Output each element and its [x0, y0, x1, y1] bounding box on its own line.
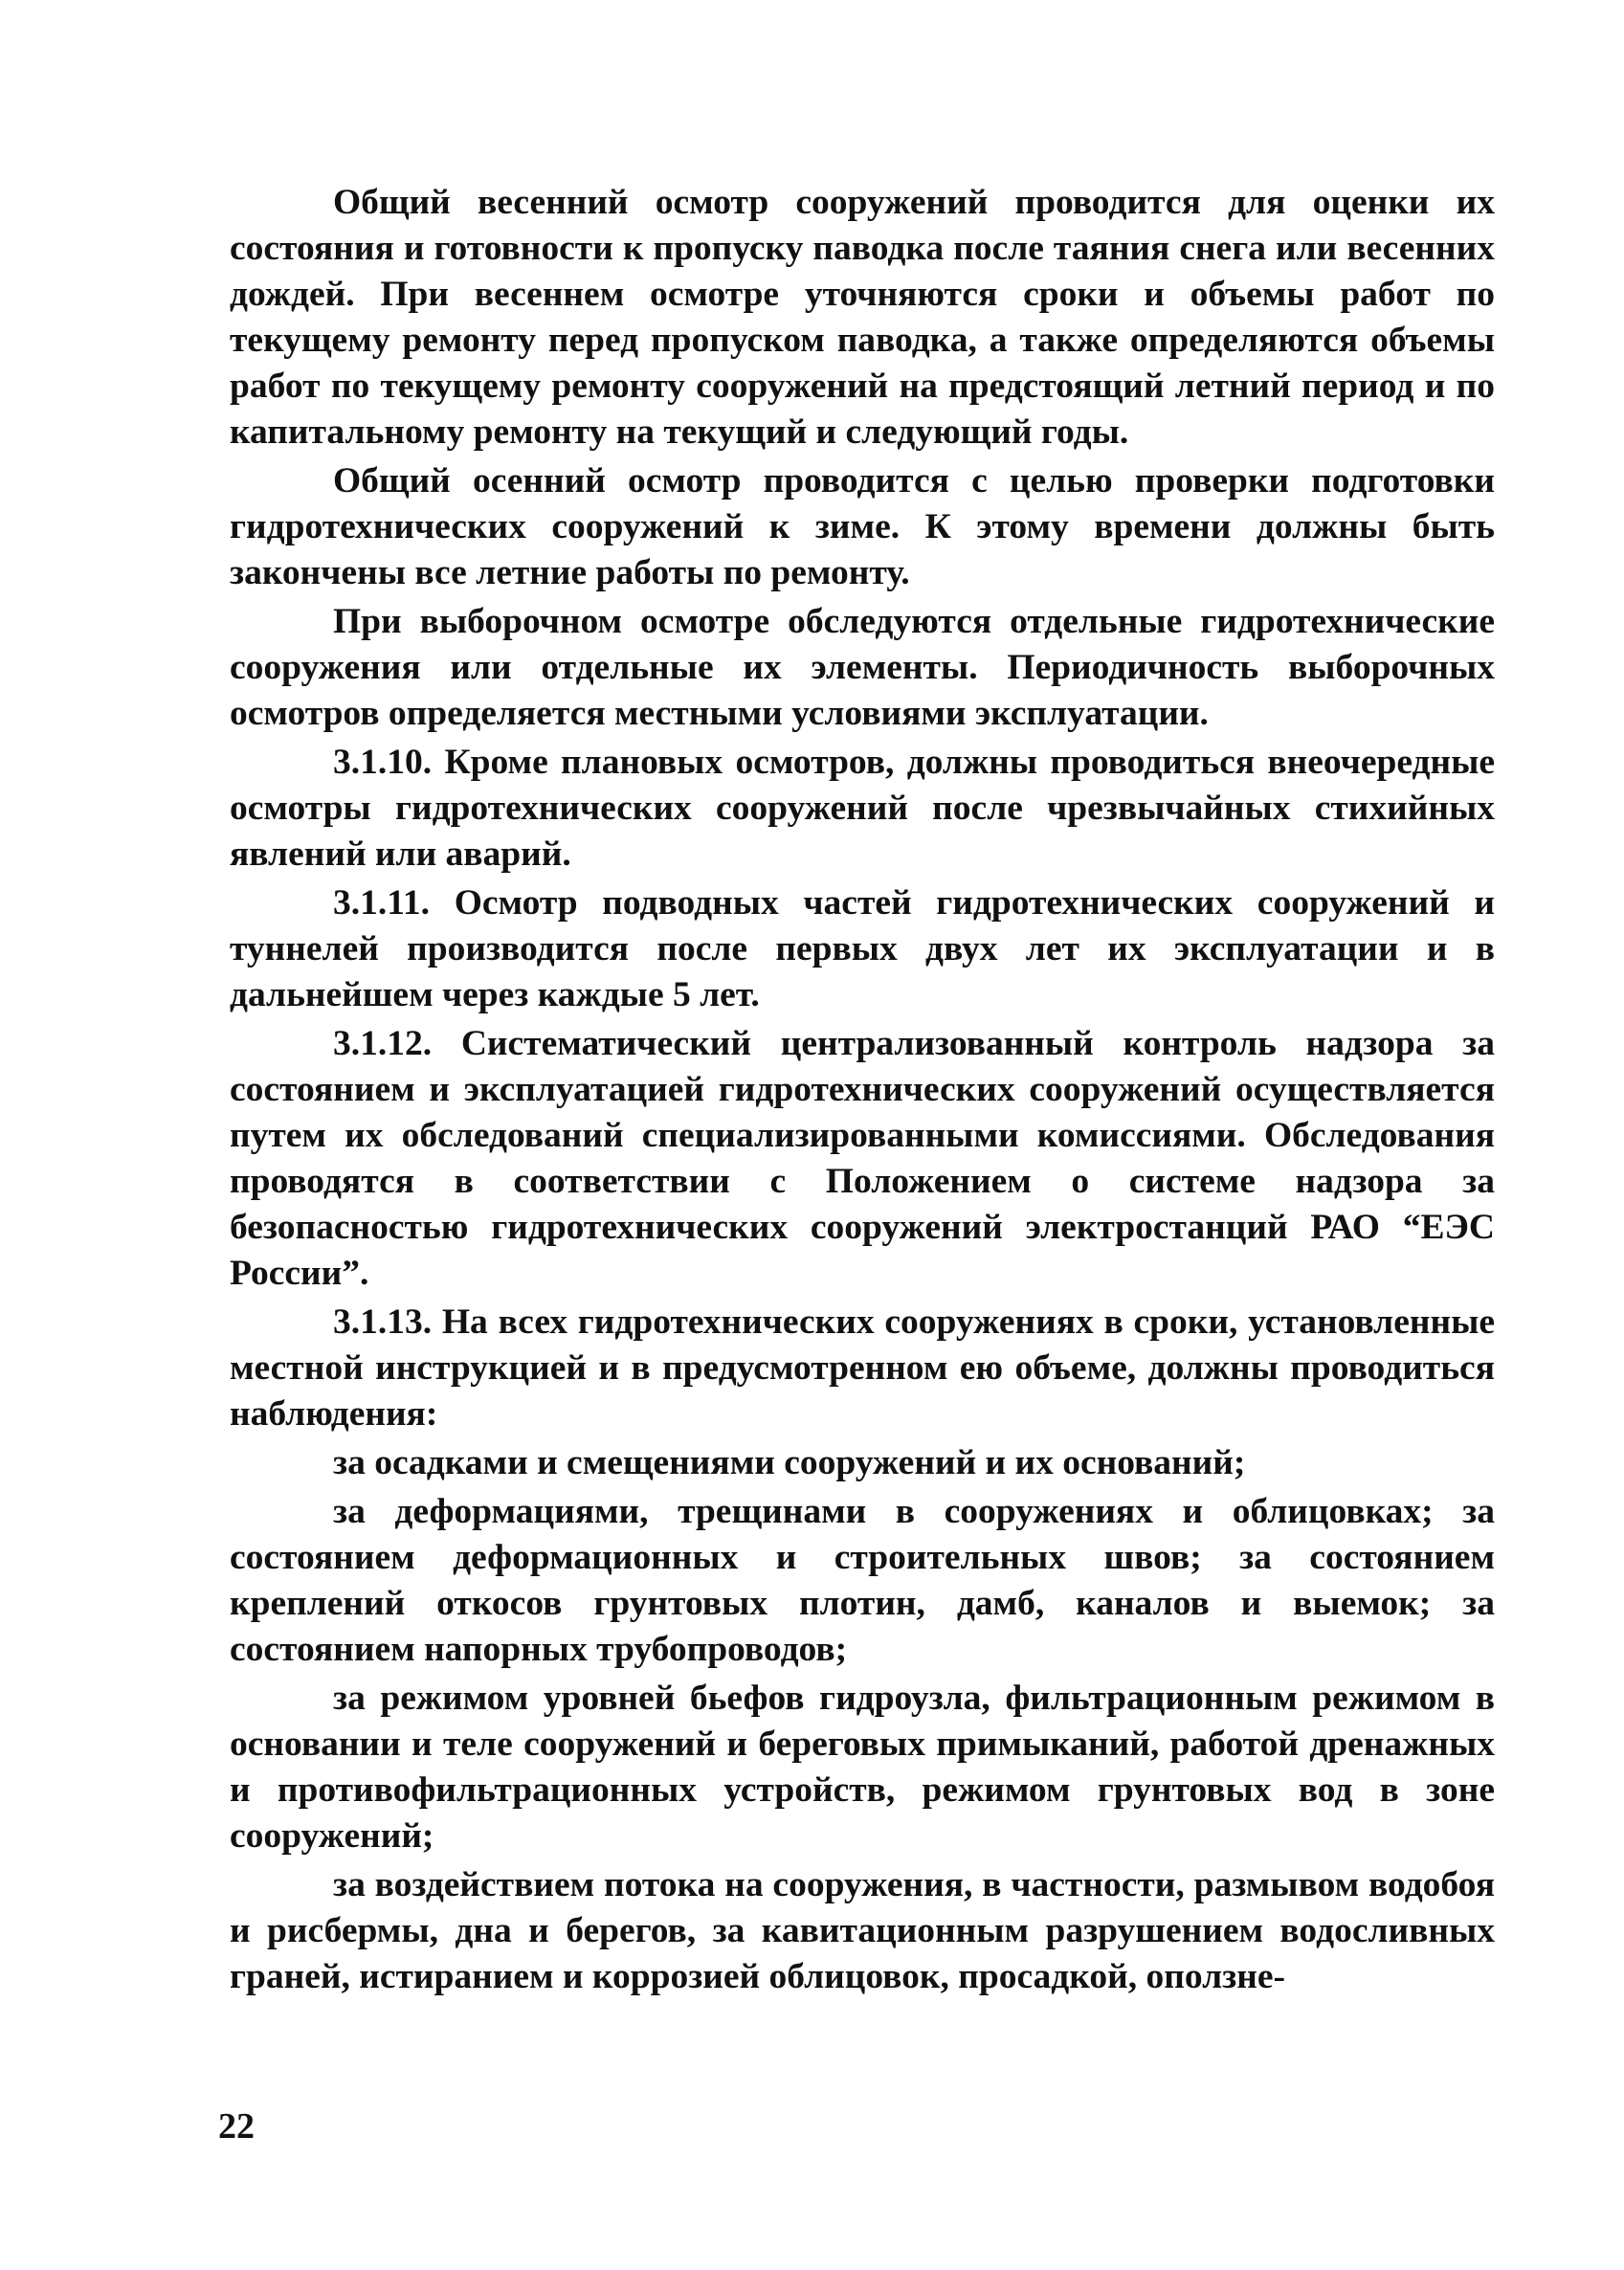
- list-item-flow-impact: за воздействием потока на сооружения, в частности, размывом водобоя и рисбермы, дна и берегов, за кавитационным разрушением водосливных граней, истиранием и коррозией облицовок, просадкой, оползне-: [230, 1865, 1495, 1996]
- list-item-water-levels: за режимом уровней бьефов гидроузла, фильтрационным режимом в основании и теле сооружений и береговых примыканий, работой дренажных и противофильтрационных устройств, режимом грунтовых вод в зоне сооружений;: [230, 1679, 1495, 1856]
- list-item-settlement: за осадками и смещениями сооружений и их оснований;: [333, 1443, 1246, 1482]
- paragraph-3-1-12: 3.1.12. Систематический централизованный контроль надзора за состоянием и эксплуатацией гидротехнических сооружений осуществляется путем их обследований специализированными комиссиями. Обследования проводятся в соответствии с Положением о системе надзора за безопасностью гидротехнических сооружений электростанций РАО “ЕЭС России”.: [230, 1024, 1495, 1293]
- paragraph-spring-inspection: Общий весенний осмотр сооружений проводится для оценки их состояния и готовности к пропуску паводка после таяния снега или весенних дождей. При весеннем осмотре уточняются сроки и объемы работ по текущему ремонту перед пропуском паводка, а также определяются объемы работ по текущему ремонту сооружений на предстоящий летний период и по капитальному ремонту на текущий и следующий годы.: [230, 183, 1495, 452]
- page-number: 22: [218, 2106, 255, 2147]
- paragraph-selective-inspection: При выборочном осмотре обследуются отдельные гидротехнические сооружения или отдельные их элементы. Периодичность выборочных осмотров определяется местными условиями эксплуатации.: [230, 602, 1495, 733]
- list-item-deformations: за деформациями, трещинами в сооружениях и облицовках; за состоянием деформационных и строительных швов; за состоянием креплений откосов грунтовых плотин, дамб, каналов и выемок; за состоянием напорных трубопроводов;: [230, 1492, 1495, 1669]
- paragraph-autumn-inspection: Общий осенний осмотр проводится с целью проверки подготовки гидротехнических сооружений к зиме. К этому времени должны быть закончены все летние работы по ремонту.: [230, 461, 1495, 592]
- paragraph-3-1-13: 3.1.13. На всех гидротехнических сооружениях в сроки, установленные местной инструкцией и в предусмотренном ею объеме, должны проводиться наблюдения:: [230, 1302, 1495, 1434]
- paragraph-3-1-10: 3.1.10. Кроме плановых осмотров, должны проводиться внеочередные осмотры гидротехнических сооружений после чрезвычайных стихийных явлений или аварий.: [230, 743, 1495, 874]
- paragraph-3-1-11: 3.1.11. Осмотр подводных частей гидротехнических сооружений и туннелей производится после первых двух лет их эксплуатации и в дальнейшем через каждые 5 лет.: [230, 883, 1495, 1014]
- document-page: [230, 180, 1495, 2000]
